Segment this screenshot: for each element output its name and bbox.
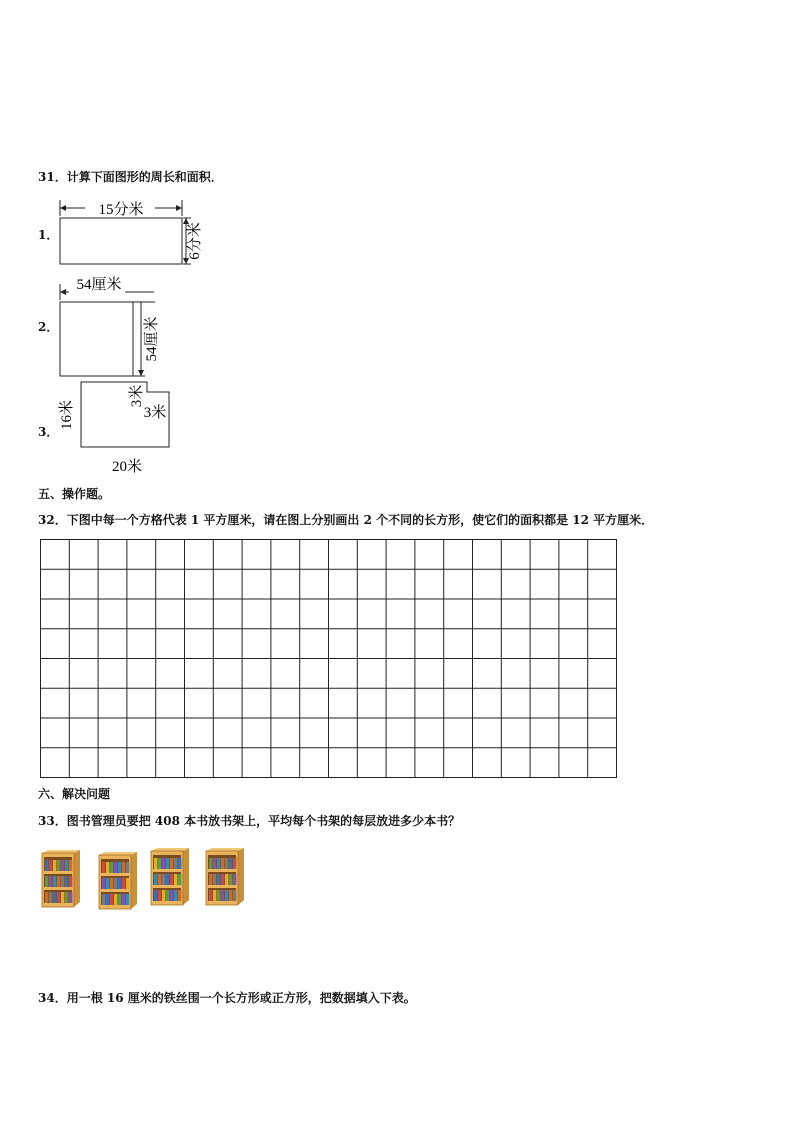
figure1-rectangle bbox=[55, 196, 215, 270]
q31-item1-number: 1． bbox=[38, 228, 59, 242]
q32-text: 32．下图中每一个方格代表 1 平方厘米，请在图上分别画出 2 个不同的长方形，使它们的面积都是 12 平方厘米． bbox=[38, 513, 654, 527]
figure3-notch-vertical-label: 3米 bbox=[129, 384, 145, 408]
q31-text: 31．计算下面图形的周长和面积． bbox=[38, 170, 223, 184]
figure3-height-label: 16米 bbox=[59, 399, 75, 431]
bookshelf-icon bbox=[95, 852, 139, 910]
bookshelf-icon bbox=[38, 850, 82, 908]
figure2-height-label: 54厘米 bbox=[144, 316, 160, 362]
figure2-width-label: 54厘米 bbox=[76, 277, 122, 293]
figure3-notch-horizontal-label: 3米 bbox=[143, 405, 167, 421]
square-grid[interactable] bbox=[40, 539, 617, 778]
q33-text: 33．图书管理员要把 408 本书放书架上，平均每个书架的每层放进多少本书？ bbox=[38, 814, 461, 828]
bookshelf-icon bbox=[202, 848, 246, 906]
figure2-square bbox=[55, 272, 175, 378]
figure1-width-label: 15分米 bbox=[98, 202, 144, 218]
q31-item3-number: 3． bbox=[38, 425, 59, 439]
q31-item2-number: 2． bbox=[38, 320, 59, 334]
bookshelf-icon bbox=[147, 848, 191, 906]
figure3-notched-shape bbox=[55, 378, 185, 476]
figure1-height-label: 6分米 bbox=[187, 222, 203, 260]
figure3-width-label: 20米 bbox=[111, 459, 143, 475]
q34-text: 34．用一根 16 厘米的铁丝围一个长方形或正方形，把数据填入下表。 bbox=[38, 991, 416, 1005]
section-6-heading: 六、解决问题 bbox=[38, 787, 111, 801]
section-5-heading: 五、操作题。 bbox=[38, 487, 111, 501]
